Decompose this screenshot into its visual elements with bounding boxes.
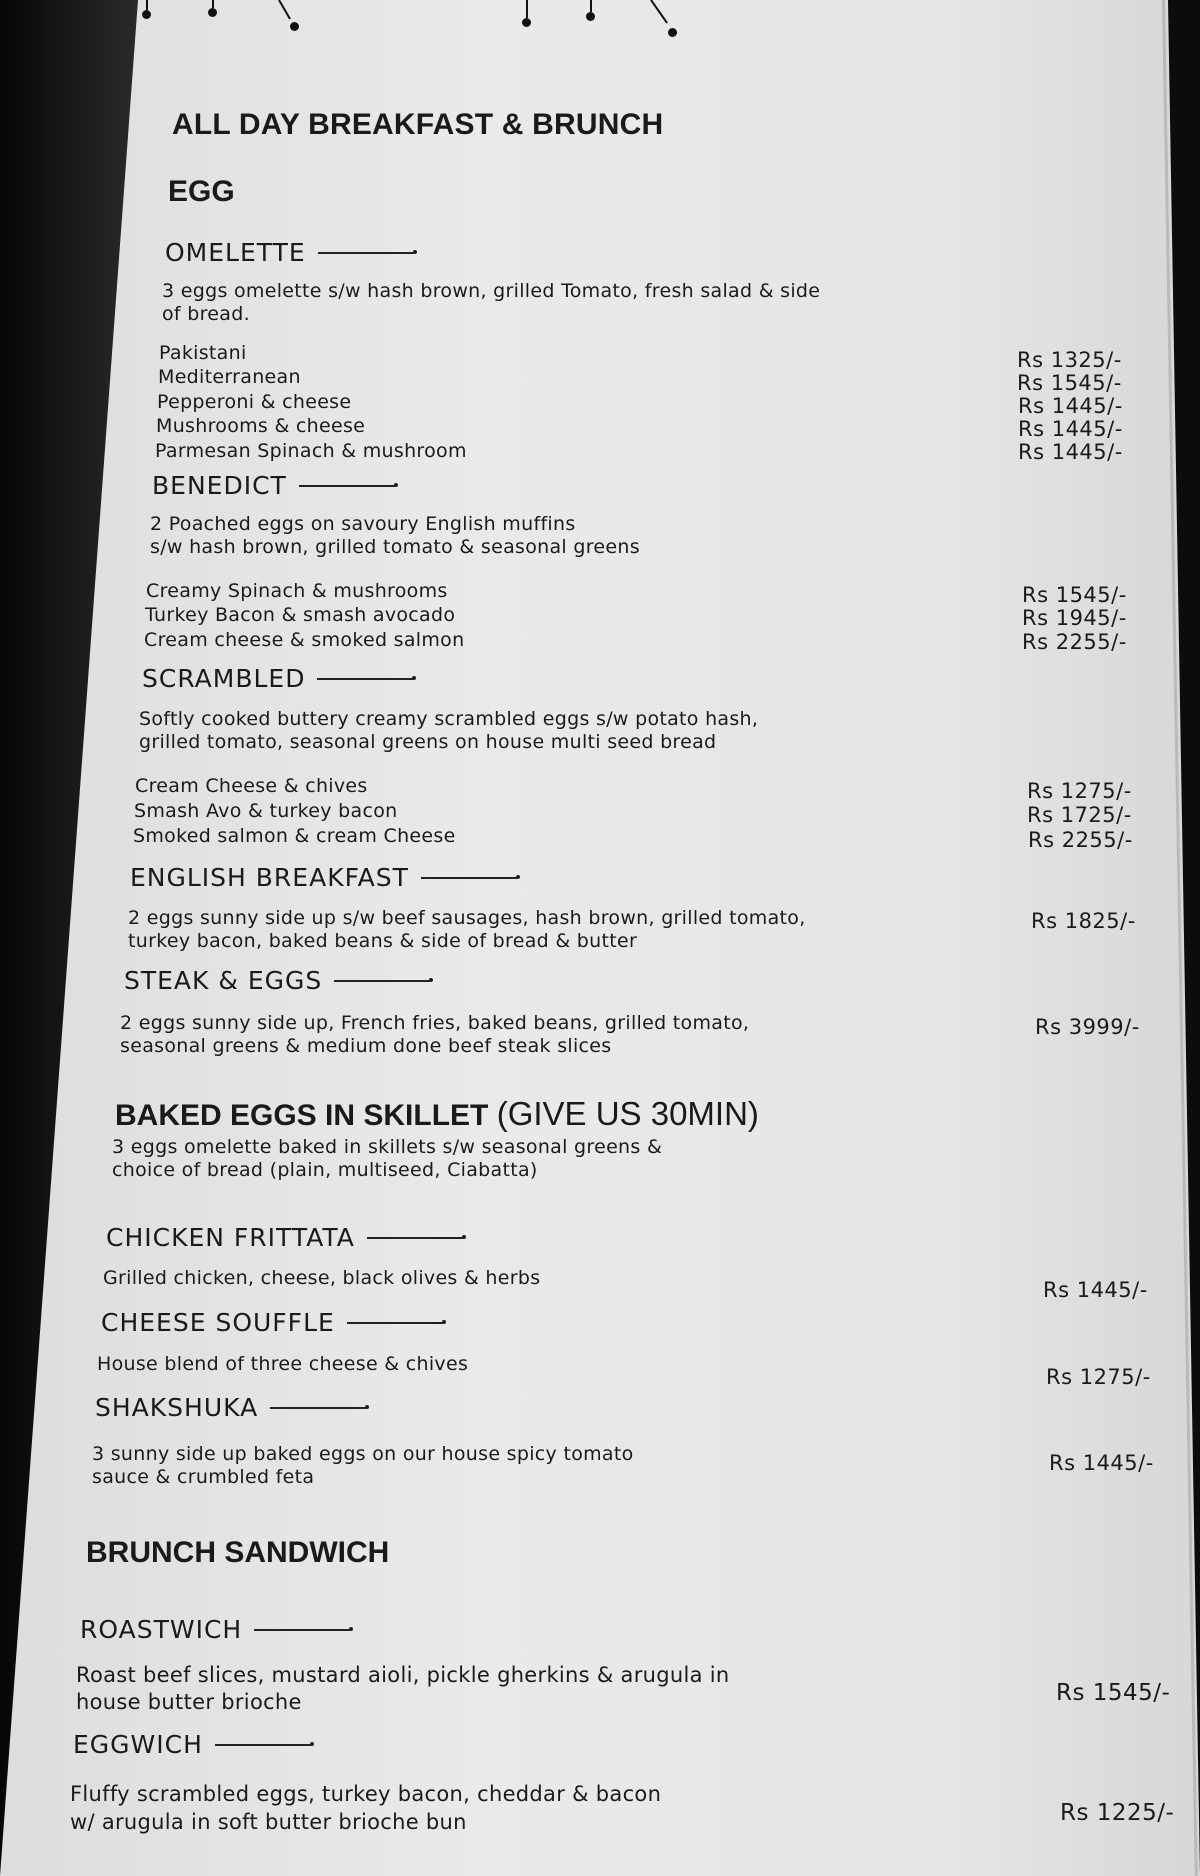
variant-name: Cream cheese & smoked salmon xyxy=(144,629,465,651)
item-name: BENEDICT xyxy=(152,471,287,500)
arrow-line xyxy=(421,877,517,879)
item-description xyxy=(97,1353,817,1376)
price: Rs 1445/- xyxy=(1018,440,1123,464)
variant-name: Smash Avo & turkey bacon xyxy=(134,800,398,822)
section-title-text: BAKED EGGS IN SKILLET xyxy=(115,1099,489,1132)
price: Rs 1325/- xyxy=(1017,348,1122,372)
description-line: sauce & crumbled feta xyxy=(92,1466,315,1488)
item-description xyxy=(92,1443,812,1489)
section-title-egg: EGG xyxy=(168,175,235,208)
price: Rs 1545/- xyxy=(1022,583,1127,607)
item-eggwich xyxy=(73,1730,311,1759)
description-line: Softly cooked buttery creamy scrambled eggs s/w potato hash, xyxy=(139,708,759,730)
description-line: 2 eggs sunny side up s/w beef sausages, hash brown, grilled tomato, xyxy=(128,907,806,929)
description-line: 3 eggs omelette baked in skillets s/w seasonal greens & xyxy=(112,1136,663,1158)
item-scrambled xyxy=(142,664,413,693)
price: Rs 1445/- xyxy=(1043,1278,1148,1302)
item-steak-eggs xyxy=(124,966,430,995)
description-line: w/ arugula in soft butter brioche bun xyxy=(70,1810,467,1834)
price: Rs 1275/- xyxy=(1046,1365,1151,1389)
description-line: 3 sunny side up baked eggs on our house spicy tomato xyxy=(92,1443,634,1465)
description-line: Roast beef slices, mustard aioli, pickle gherkins & arugula in xyxy=(76,1663,730,1687)
item-shakshuka xyxy=(95,1393,366,1422)
item-name: CHICKEN FRITTATA xyxy=(106,1223,355,1252)
price: Rs 1825/- xyxy=(1031,909,1136,933)
price: Rs 1445/- xyxy=(1018,417,1123,441)
description-line: Fluffy scrambled eggs, turkey bacon, cheddar & bacon xyxy=(70,1782,662,1806)
description-line: Grilled chicken, cheese, black olives & herbs xyxy=(103,1267,541,1289)
price: Rs 1445/- xyxy=(1018,394,1123,418)
description-line: turkey bacon, baked beans & side of bread & butter xyxy=(128,930,638,952)
section-title-brunch-sandwich: BRUNCH SANDWICH xyxy=(86,1536,390,1569)
item-name: ROASTWICH xyxy=(80,1615,243,1644)
variant-name: Cream Cheese & chives xyxy=(135,775,368,797)
item-benedict xyxy=(152,471,395,500)
section-note: (GIVE US 30MIN) xyxy=(496,1095,759,1132)
description-line: House blend of three cheese & chives xyxy=(97,1353,469,1375)
item-english-breakfast xyxy=(130,863,517,892)
item-description xyxy=(162,280,882,326)
description-line: house butter brioche xyxy=(76,1690,302,1714)
price: Rs 1275/- xyxy=(1027,779,1132,803)
arrow-line xyxy=(318,252,414,254)
item-description xyxy=(76,1662,796,1716)
arrow-line xyxy=(317,678,413,680)
arrow-line xyxy=(215,1744,311,1746)
item-name: ENGLISH BREAKFAST xyxy=(130,863,409,892)
item-chicken-frittata xyxy=(106,1223,463,1252)
item-description xyxy=(103,1267,823,1290)
item-name: SCRAMBLED xyxy=(142,664,306,693)
price: Rs 3999/- xyxy=(1035,1015,1140,1039)
price: Rs 2255/- xyxy=(1028,828,1133,852)
price: Rs 1545/- xyxy=(1017,371,1122,395)
variant-name: Parmesan Spinach & mushroom xyxy=(155,440,467,462)
price: Rs 1445/- xyxy=(1049,1451,1154,1475)
item-description xyxy=(70,1780,790,1836)
price: Rs 1725/- xyxy=(1027,803,1132,827)
description-line: 3 eggs omelette s/w hash brown, grilled Tomato, fresh salad & side xyxy=(162,280,821,302)
price: Rs 2255/- xyxy=(1022,630,1127,654)
item-description xyxy=(139,708,859,754)
variant-name: Pakistani xyxy=(159,342,247,364)
variant-name: Mushrooms & cheese xyxy=(156,415,366,437)
item-cheese-souffle xyxy=(101,1308,443,1337)
item-description xyxy=(150,513,870,559)
arrow-line xyxy=(270,1407,366,1409)
arrow-line xyxy=(334,980,430,982)
description-line: of bread. xyxy=(162,303,250,325)
item-name: STEAK & EGGS xyxy=(124,966,323,995)
description-line: grilled tomato, seasonal greens on house multi seed bread xyxy=(139,731,717,753)
item-name: SHAKSHUKA xyxy=(95,1393,259,1422)
variant-name: Smoked salmon & cream Cheese xyxy=(133,825,456,847)
arrow-line xyxy=(299,485,395,487)
variant-name: Turkey Bacon & smash avocado xyxy=(145,604,456,626)
item-name: OMELETTE xyxy=(165,238,306,267)
price: Rs 1225/- xyxy=(1060,1800,1175,1826)
arrow-line xyxy=(254,1629,350,1631)
item-name: EGGWICH xyxy=(73,1730,203,1759)
item-description xyxy=(120,1012,840,1058)
page-title: ALL DAY BREAKFAST & BRUNCH xyxy=(172,108,664,141)
description-line: seasonal greens & medium done beef steak slices xyxy=(120,1035,612,1057)
arrow-line xyxy=(347,1322,443,1324)
arrow-line xyxy=(367,1237,463,1239)
description-line: s/w hash brown, grilled tomato & seasonal greens xyxy=(150,536,640,558)
item-omelette xyxy=(165,238,414,267)
section-title-baked-eggs xyxy=(115,1095,759,1133)
variant-name: Creamy Spinach & mushrooms xyxy=(146,580,448,602)
description-line: 2 eggs sunny side up, French fries, baked beans, grilled tomato, xyxy=(120,1012,750,1034)
item-roastwich xyxy=(80,1615,350,1644)
price: Rs 1545/- xyxy=(1056,1680,1171,1706)
description-line: 2 Poached eggs on savoury English muffins xyxy=(150,513,576,535)
item-description xyxy=(128,907,848,953)
price: Rs 1945/- xyxy=(1022,606,1127,630)
item-name: CHEESE SOUFFLE xyxy=(101,1308,335,1337)
variant-name: Pepperoni & cheese xyxy=(157,391,352,413)
section-description xyxy=(112,1136,832,1182)
variant-name: Mediterranean xyxy=(158,366,301,388)
description-line: choice of bread (plain, multiseed, Ciabatta) xyxy=(112,1159,538,1181)
